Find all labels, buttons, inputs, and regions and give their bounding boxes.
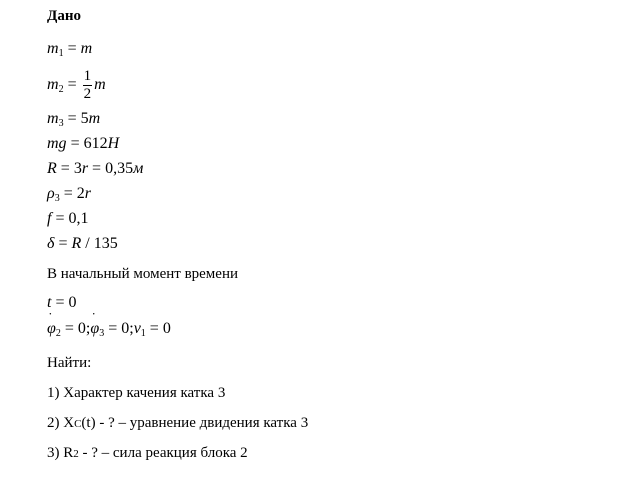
radius-equation: R = 3r = 0,35м	[47, 160, 144, 177]
t-equation: t = 0	[47, 294, 77, 311]
rho-equation: $\rho_3 = 2r$	[47, 185, 91, 204]
m1-equation: $m_1 = m$	[47, 40, 93, 59]
given-heading: Дано	[47, 8, 81, 24]
delta-equation: δ = R / 135	[47, 235, 118, 252]
fraction: $\frac{1}{2}$	[83, 68, 92, 102]
find-item-1: 1) Характер качения катка 3	[47, 385, 226, 401]
m2-equation: $m_2$ = $\frac{1}{2}$ m	[47, 68, 106, 102]
friction-equation: f = 0,1	[47, 210, 89, 227]
find-heading: Найти:	[47, 355, 92, 371]
find-item-3: 3) R2 - ? – сила реакция блока 2	[47, 445, 248, 461]
m3-equation: $m_3 = 5m$	[47, 110, 101, 129]
initial-heading: В начальный момент времени	[47, 266, 239, 282]
initial-conditions: ˙ $\varphi_2$ = 0;˙ $\varphi_3$ = $0;v_1 = 0$	[47, 320, 171, 339]
find-item-2: 2) XC(t) - ? – уравнение двидения катка 3	[47, 415, 309, 431]
mg-equation: mg = 612H	[47, 135, 120, 152]
